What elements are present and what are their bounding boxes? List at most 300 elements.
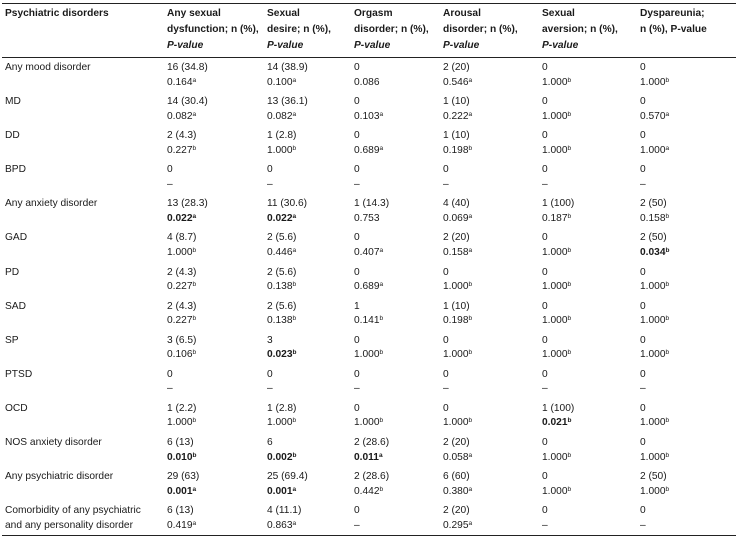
pvalue-test-marker: a [379,247,384,255]
count-cell: 2 (5.6) [267,232,297,244]
pvalue-text: 1.000 [167,417,193,429]
pvalue-text: 0.002 [267,451,293,463]
disorder-label-cont [2,485,164,502]
pvalue-test-marker: a [468,451,473,459]
pvalue-test-marker: b [292,417,297,425]
pvalue-test-marker: b [292,144,297,152]
pvalue-cell [264,485,351,502]
count-cell: 0 [542,471,548,483]
pvalue-cell [351,178,440,195]
pvalue-text: 1.000 [640,485,666,497]
table-row-pvalues [2,451,736,468]
pvalue-text: – [542,178,548,190]
pvalue-text: 0.442 [354,485,380,497]
pvalue-text: 0.021 [542,417,568,429]
pvalue-text: 0.086 [354,76,380,88]
count-cell: 25 (69.4) [267,471,308,483]
pvalue-text: 0.689 [354,281,380,293]
pvalue-test-marker: b [379,315,384,323]
pvalue-cell [351,485,440,502]
count-cell: 0 [443,368,449,380]
pvalue-test-marker: b [292,315,297,323]
pvalue-test-marker: a [292,247,297,255]
table-row-pvalues [2,382,736,399]
pvalue-text: 0.446 [267,247,293,259]
pvalue-text: 1.000 [542,281,568,293]
count-cell: 0 [267,368,273,380]
pvalue-cell [164,519,264,536]
pvalue-cell [637,519,736,536]
table-row-pvalues [2,519,736,536]
pvalue-cell [264,144,351,161]
disorder-label: GAD [5,232,28,244]
count-cell: 0 [542,437,548,449]
count-cell: 2 (28.6) [354,471,390,483]
pvalue-text: 0.222 [443,110,469,122]
count-cell: 0 [354,368,360,380]
pvalue-text: 1.000 [443,349,469,361]
count-cell: 0 [640,368,646,380]
count-cell: 0 [640,62,646,73]
count-cell: 1 (10) [443,96,470,108]
pvalue-cell [637,348,736,365]
pvalue-test-marker: b [292,349,297,357]
pvalue-text: 1.000 [640,144,666,156]
pvalue-text: 0.753 [354,212,380,224]
table-row [2,58,736,76]
pvalue-text: 0.010 [167,451,193,463]
pvalue-cell [264,246,351,263]
pvalue-cell [539,144,637,161]
count-cell: 0 [542,164,548,176]
count-cell: 0 [542,130,548,142]
pvalue-text: – [354,383,360,395]
disorder-label: OCD [5,402,28,414]
pvalue-text: 0.546 [443,76,469,88]
pvalue-cell [539,110,637,127]
pvalue-cell [539,314,637,331]
disorder-label-cont [2,451,164,468]
pvalue-cell [351,76,440,93]
pvalue-text: 1.000 [640,417,666,429]
pvalue-text: 0.069 [443,212,469,224]
pvalue-cell [440,382,539,399]
pvalue-cell [539,485,637,502]
pvalue-cell [440,280,539,297]
count-cell: 2 (20) [443,232,470,244]
pvalue-test-marker: a [379,144,384,152]
pvalue-text: 0.022 [267,212,293,224]
pvalue-text: 0.001 [267,485,293,497]
count-cell: 0 [542,334,548,346]
pvalue-text: – [542,519,548,531]
disorder-label-cont [2,280,164,297]
header-any-sexual-dysfunction: Any sexual dysfunction; n (%), P-value [167,8,259,51]
pvalue-text: 0.082 [167,110,193,122]
pvalue-cell [351,246,440,263]
count-cell: 1 (10) [443,300,470,312]
table-body [2,58,736,536]
pvalue-test-marker: b [567,349,572,357]
table-row-pvalues [2,416,736,433]
pvalue-text: 0.164 [167,76,193,88]
pvalue-text: – [354,178,360,190]
count-cell: 0 [640,300,646,312]
pvalue-test-marker: a [468,110,473,118]
pvalue-test-marker: a [292,519,297,527]
pvalue-cell [440,451,539,468]
pvalue-cell [637,314,736,331]
pvalue-text: 1.000 [542,315,568,327]
pvalue-test-marker: a [192,519,197,527]
pvalue-test-marker: b [379,417,384,425]
count-cell: 13 (36.1) [267,96,308,108]
pvalue-cell [164,280,264,297]
pvalue-test-marker: b [567,485,572,493]
pvalue-test-marker: b [567,212,572,220]
pvalue-text: 0.227 [167,281,193,293]
pvalue-text: – [640,383,646,395]
pvalue-text: 0.011 [354,451,379,463]
count-cell: 4 (8.7) [167,232,197,244]
pvalue-cell [164,212,264,229]
table-row [2,160,736,178]
pvalue-test-marker: b [665,485,670,493]
pvalue-test-marker: a [468,247,473,255]
pvalue-test-marker: a [468,519,473,527]
pvalue-text: 0.138 [267,315,293,327]
pvalue-test-marker: b [567,417,572,425]
pvalue-cell [351,348,440,365]
table-row [2,228,736,246]
pvalue-test-marker: b [665,76,670,84]
pvalue-text: 1.000 [542,76,568,88]
pvalue-cell [164,485,264,502]
pvalue-cell [440,178,539,195]
pvalue-text: – [354,519,360,531]
pvalue-test-marker: a [378,451,383,459]
count-cell: 0 [167,368,173,380]
count-cell: 0 [443,164,449,176]
pvalue-cell [351,519,440,536]
pvalue-text: 0.380 [443,485,469,497]
table-row-pvalues [2,280,736,297]
pvalue-cell [164,178,264,195]
count-cell: 14 (30.4) [167,96,208,108]
count-cell: 2 (4.3) [167,266,197,278]
table-row-pvalues [2,314,736,331]
count-cell: 0 [542,96,548,108]
pvalue-cell [440,110,539,127]
pvalue-text: 0.001 [167,485,193,497]
count-cell: 0 [640,437,646,449]
count-cell: 0 [640,402,646,414]
count-cell: 16 (34.8) [167,62,208,73]
pvalue-test-marker: b [468,144,473,152]
pvalue-test-marker: b [292,451,297,459]
pvalue-test-marker: a [468,485,473,493]
count-cell: 6 (13) [167,437,194,449]
pvalue-cell [440,246,539,263]
pvalue-cell [351,382,440,399]
pvalue-text: 0.158 [443,247,469,259]
count-cell: 0 [354,505,360,517]
count-cell: 2 (20) [443,62,470,73]
disorder-label-cont [2,416,164,433]
header-sexual-aversion: Sexual aversion; n (%), P-value [542,8,618,51]
count-cell: 2 (50) [640,471,667,483]
pvalue-text: 0.407 [354,247,380,259]
pvalue-text: 0.082 [267,110,293,122]
pvalue-text: 1.000 [640,281,666,293]
pvalue-cell [539,416,637,433]
pvalue-cell [539,246,637,263]
pvalue-test-marker: b [665,212,670,220]
pvalue-cell [164,144,264,161]
pvalue-cell [264,178,351,195]
pvalue-test-marker: a [192,485,197,493]
count-cell: 2 (4.3) [167,130,197,142]
pvalue-cell [164,76,264,93]
count-cell: 1 (2.2) [167,402,197,414]
pvalue-cell [440,416,539,433]
pvalue-text: 0.034 [640,247,666,259]
table-row [2,501,736,519]
pvalue-cell [264,382,351,399]
pvalue-text: 0.103 [354,110,380,122]
pvalue-cell [351,451,440,468]
pvalue-test-marker: a [468,212,473,220]
pvalue-cell [264,110,351,127]
pvalue-test-marker: b [468,281,473,289]
pvalue-cell [539,348,637,365]
count-cell: 1 (100) [542,198,575,210]
disorder-label: Any mood disorder [5,62,91,73]
pvalue-cell [440,76,539,93]
pvalue-cell [351,144,440,161]
count-cell: 6 (13) [167,505,194,517]
table-row [2,365,736,383]
pvalue-test-marker: b [192,315,197,323]
pvalue-text: 1.000 [354,417,380,429]
pvalue-test-marker: b [468,417,473,425]
pvalue-test-marker: a [379,281,384,289]
pvalue-test-marker: b [192,349,197,357]
count-cell: 0 [443,402,449,414]
pvalue-text: 0.570 [640,110,666,122]
count-cell: 1 (2.8) [267,130,297,142]
pvalue-text: 1.000 [443,281,469,293]
table-row [2,126,736,144]
pvalue-cell [164,314,264,331]
pvalue-text: 1.000 [167,247,193,259]
count-cell: 0 [443,266,449,278]
count-cell: 0 [354,402,360,414]
count-cell: 2 (5.6) [267,300,297,312]
pvalue-test-marker: a [292,212,297,220]
pvalue-test-marker: b [468,315,473,323]
pvalue-test-marker: a [192,110,197,118]
count-cell: 0 [640,334,646,346]
pvalue-cell [164,382,264,399]
pvalue-cell [164,110,264,127]
pvalue-text: 1.000 [542,349,568,361]
pvalue-test-marker: b [567,247,572,255]
pvalue-test-marker: b [192,281,197,289]
pvalue-text: 1.000 [542,451,568,463]
pvalue-text: – [267,383,273,395]
pvalue-text: 0.227 [167,144,193,156]
table-row-pvalues [2,144,736,161]
pvalue-cell [164,246,264,263]
table-row [2,399,736,417]
count-cell: 0 [354,266,360,278]
pvalue-cell [264,416,351,433]
count-cell: 2 (28.6) [354,437,390,449]
pvalue-cell [351,280,440,297]
table-row [2,92,736,110]
pvalue-test-marker: b [192,417,197,425]
pvalue-test-marker: a [292,485,297,493]
pvalue-cell [637,485,736,502]
pvalue-cell [539,519,637,536]
disorder-label-cont [2,212,164,229]
pvalue-cell [440,485,539,502]
pvalue-test-marker: b [665,247,670,255]
count-cell: 1 [354,300,360,312]
pvalue-text: 1.000 [267,144,293,156]
count-cell: 0 [542,300,548,312]
pvalue-cell [351,110,440,127]
pvalue-test-marker: b [567,315,572,323]
pvalue-text: 0.198 [443,144,469,156]
header-sexual-desire: Sexual desire; n (%), P-value [267,8,331,51]
pvalue-cell [164,416,264,433]
pvalue-test-marker: b [192,144,197,152]
count-cell: 14 (38.9) [267,62,308,73]
pvalue-cell [351,314,440,331]
pvalue-text: – [640,178,646,190]
pvalue-text: 0.198 [443,315,469,327]
pvalue-cell [637,416,736,433]
table-header-row [2,4,736,58]
table-row [2,433,736,451]
disorder-label: DD [5,130,20,142]
pvalue-text: 0.187 [542,212,568,224]
pvalue-text: – [443,383,449,395]
pvalue-cell [539,280,637,297]
pvalue-cell [539,76,637,93]
disorder-label: SAD [5,300,26,312]
disorder-label: PD [5,266,20,278]
pvalue-text: 0.100 [267,76,293,88]
pvalue-cell [637,76,736,93]
header-dyspareunia: Dyspareunia; n (%), P-value [640,8,707,35]
pvalue-text: 1.000 [354,349,380,361]
disorder-label-cont [2,76,164,93]
pvalue-test-marker: a [468,76,473,84]
header-disorders: Psychiatric disorders [5,8,109,19]
pvalue-cell [351,212,440,229]
pvalue-test-marker: b [468,349,473,357]
disorder-label: Any psychiatric disorder [5,471,114,483]
count-cell: 1 (100) [542,402,575,414]
count-cell: 0 [640,164,646,176]
disorder-label: MD [5,96,21,108]
pvalue-text: 1.000 [640,349,666,361]
pvalue-text: 1.000 [640,315,666,327]
count-cell: 2 (5.6) [267,266,297,278]
pvalue-text: 1.000 [542,144,568,156]
pvalue-text: 0.022 [167,212,193,224]
pvalue-test-marker: a [379,110,384,118]
count-cell: 0 [354,334,360,346]
count-cell: 0 [354,164,360,176]
pvalue-cell [637,144,736,161]
table-row [2,467,736,485]
pvalue-text: – [267,178,273,190]
count-cell: 1 (14.3) [354,198,390,210]
disorder-label-cont [2,246,164,263]
pvalue-text: 1.000 [267,417,293,429]
pvalue-cell [637,246,736,263]
pvalue-test-marker: b [567,110,572,118]
pvalue-text: 0.419 [167,519,193,531]
pvalue-test-marker: b [292,281,297,289]
pvalue-cell [264,280,351,297]
pvalue-cell [264,348,351,365]
count-cell: 0 [443,334,449,346]
disorder-label: SP [5,334,19,346]
count-cell: 29 (63) [167,471,200,483]
pvalue-test-marker: b [192,451,197,459]
pvalue-cell [440,519,539,536]
pvalue-cell [440,314,539,331]
pvalue-cell [637,451,736,468]
pvalue-test-marker: b [567,281,572,289]
count-cell: 0 [354,130,360,142]
table-row-pvalues [2,246,736,263]
pvalue-test-marker: b [567,144,572,152]
pvalue-test-marker: b [192,247,197,255]
pvalue-test-marker: a [192,212,197,220]
pvalue-cell [164,451,264,468]
pvalue-cell [539,212,637,229]
table-row-pvalues [2,178,736,195]
count-cell: 3 (6.5) [167,334,197,346]
count-cell: 0 [542,505,548,517]
count-cell: 0 [640,266,646,278]
pvalue-text: 1.000 [542,485,568,497]
pvalue-text: – [542,383,548,395]
pvalue-test-marker: a [192,76,197,84]
count-cell: 11 (30.6) [267,198,308,210]
table-row [2,263,736,281]
pvalue-cell [164,348,264,365]
pvalue-text: – [640,519,646,531]
pvalue-cell [637,382,736,399]
table-row-pvalues [2,485,736,502]
count-cell: 0 [267,164,273,176]
pvalue-test-marker: b [665,315,670,323]
table-row-pvalues [2,348,736,365]
table-row [2,194,736,212]
pvalue-test-marker: b [665,417,670,425]
pvalue-test-marker: b [567,451,572,459]
pvalue-text: – [167,383,173,395]
disorder-label-cont [2,110,164,127]
pvalue-text: 0.295 [443,519,469,531]
